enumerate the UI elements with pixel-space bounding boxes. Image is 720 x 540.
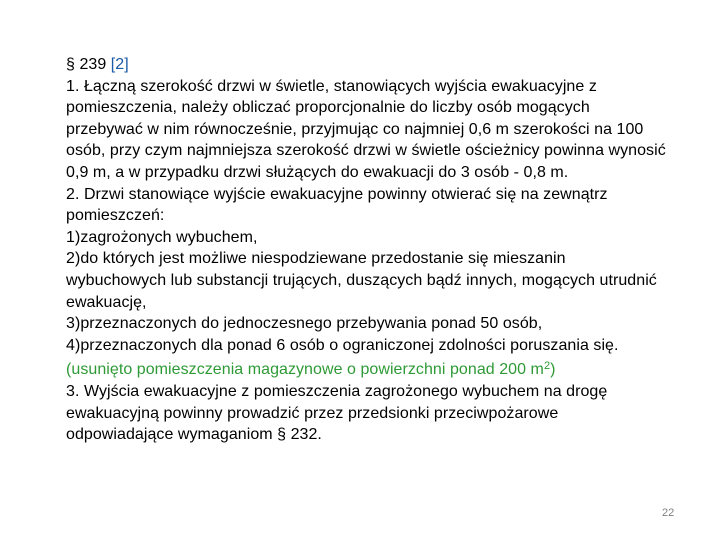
amendment-note-text: (usunięto pomieszczenia magazynowe o powierzchni ponad 200 m — [66, 361, 544, 379]
section-number: § 239 — [66, 56, 107, 73]
reference-link[interactable]: [2] — [110, 56, 129, 73]
regulation-text — [66, 54, 666, 446]
paragraph-1: 1. Łączną szerokość drzwi w świetle, stanowiących wyjścia ewakuacyjne z pomieszczenia, należy obliczać proporcjonalnie do liczby osób mogących przebywać w nim równocześnie, przyjmując co najmniej 0,6 m szerokości na 100 osób, przy czym najmniejsza szerokość drzwi w świetle ościeżnicy powinna wynosić 0,9 m, a w przypadku drzwi służących do ewakuacji do 3 osób - 0,8 m. — [66, 77, 666, 181]
list-item: 1)zagrożonych wybuchem, — [66, 228, 258, 246]
list-item: 4)przeznaczonych dla ponad 6 osób o ograniczonej zdolności poruszania się. — [66, 336, 619, 354]
page-number: 22 — [662, 507, 675, 519]
amendment-note-close: ) — [550, 361, 556, 379]
paragraph-2: 2. Drzwi stanowiące wyjście ewakuacyjne powinny otwierać się na zewnątrz pomieszczeń: — [66, 185, 608, 225]
list-item: 2)do których jest możliwe niespodziewane przedostanie się mieszanin wybuchowych lub substancji trujących, duszących bądź innych, mogących utrudnić ewakuację, — [66, 250, 657, 311]
list-item: 3)przeznaczonych do jednoczesnego przebywania ponad 50 osób, — [66, 315, 543, 333]
section-header — [66, 54, 666, 76]
amendment-note-superscript: 2 — [543, 360, 551, 373]
paragraph-3: 3. Wyjścia ewakuacyjne z pomieszczenia zagrożonego wybuchem na drogę ewakuacyjną powinny prowadzić przez przedsionki przeciwpożarowe odpowiadające wymaganiom § 232. — [66, 382, 608, 444]
amendment-note — [66, 356, 666, 381]
